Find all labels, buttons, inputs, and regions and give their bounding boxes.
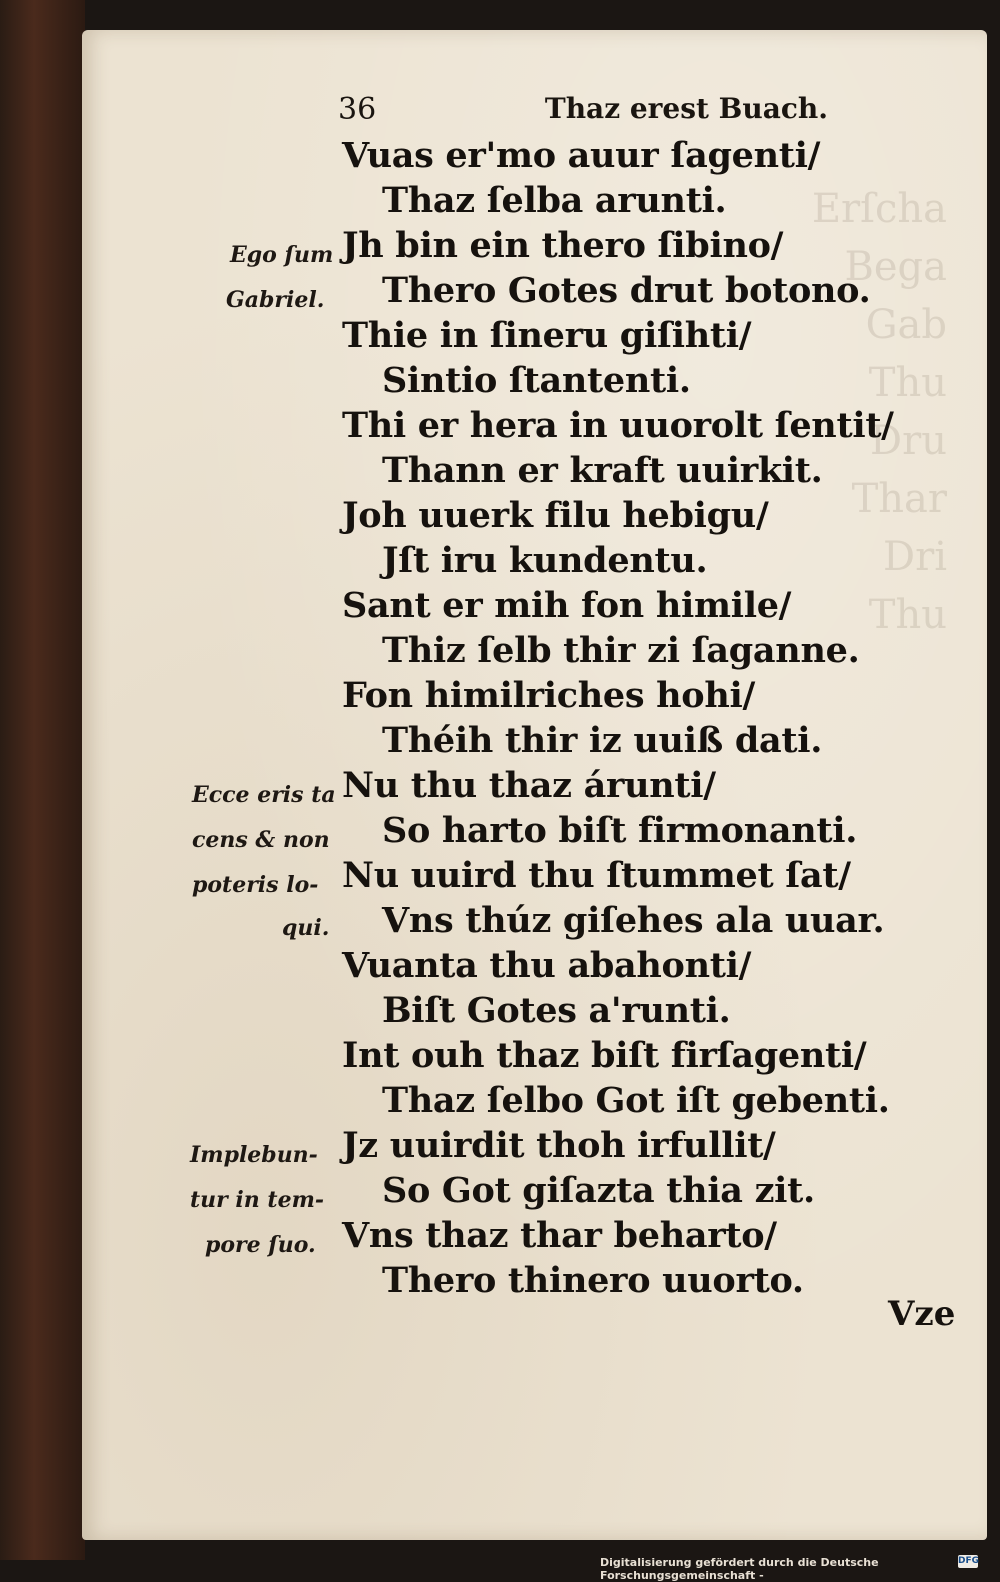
marginal-note: cens & non xyxy=(192,827,330,853)
bleed-through-text: Erſcha Bega Gab Thu Dru Thar Dri Thu xyxy=(811,186,947,638)
verse-line: Jz uuirdit thoh irfullit/ xyxy=(342,1125,776,1166)
marginal-note: Gabriel. xyxy=(226,287,325,313)
verse-line: Théih thir iz uuiß dati. xyxy=(382,720,823,761)
marginal-note: qui. xyxy=(282,915,330,941)
verse-line: Sintio ſtantenti. xyxy=(382,360,691,401)
page-header xyxy=(338,92,828,132)
marginal-note: pore ſuo. xyxy=(205,1232,316,1258)
verse-line: Thie in ſineru giſihti/ xyxy=(342,315,752,356)
marginal-note: poteris lo- xyxy=(192,872,319,898)
verse-line: Thann er kraft uuirkit. xyxy=(382,450,823,491)
verse-line: Int ouh thaz biſt firſagenti/ xyxy=(342,1035,867,1076)
verse-line: Thero thinero uuorto. xyxy=(382,1260,804,1301)
verse-line: Fon himilriches hohi/ xyxy=(342,675,755,716)
marginal-note: tur in tem- xyxy=(190,1187,324,1213)
verse-line: Joh uuerk filu hebigu/ xyxy=(342,495,769,536)
page-number: 36 xyxy=(338,92,377,127)
marginal-note: Ecce eris ta xyxy=(192,782,336,808)
digitization-credit: Digitalisierung gefördert durch die Deutsche Forschungsgemeinschaft - xyxy=(600,1556,879,1582)
verse-line: Vns thaz thar beharto/ xyxy=(342,1215,777,1256)
verse-line: Thero Gotes drut botono. xyxy=(382,270,871,311)
verse-line: Vuanta thu abahonti/ xyxy=(342,945,752,986)
verse-line: Nu uuird thu ſtummet ſat/ xyxy=(342,855,851,896)
verse-line: So Got giſazta thia zit. xyxy=(382,1170,815,1211)
dfg-logo: DFG xyxy=(958,1556,980,1566)
verse-line: Thaz ſelba arunti. xyxy=(382,180,727,221)
verse-line: Jh bin ein thero ſibino/ xyxy=(342,225,784,266)
verse-line: Thi er hera in uuorolt ſentit/ xyxy=(342,405,894,446)
verse-line: Vns thúz giſehes ala uuar. xyxy=(382,900,885,941)
verse-line: Sant er mih fon himile/ xyxy=(342,585,792,626)
verse-line: Biſt Gotes a'runti. xyxy=(382,990,731,1031)
verse-line: So harto biſt firmonanti. xyxy=(382,810,858,851)
verse-line: Nu thu thaz árunti/ xyxy=(342,765,716,806)
verse-line: Vuas er'mo auur ſagenti/ xyxy=(342,135,821,176)
marginal-note: Ego ſum xyxy=(230,242,334,268)
verse-line: Thaz ſelbo Got iſt gebenti. xyxy=(382,1080,890,1121)
verse-line: Thiz ſelb thir zi ſaganne. xyxy=(382,630,860,671)
verse-line: Jſt iru kundentu. xyxy=(382,540,708,581)
running-head: Thaz erest Buach. xyxy=(544,92,828,125)
marginal-note: Implebun- xyxy=(190,1142,318,1168)
catchword: Vze xyxy=(888,1294,956,1334)
book-binding xyxy=(0,0,85,1560)
